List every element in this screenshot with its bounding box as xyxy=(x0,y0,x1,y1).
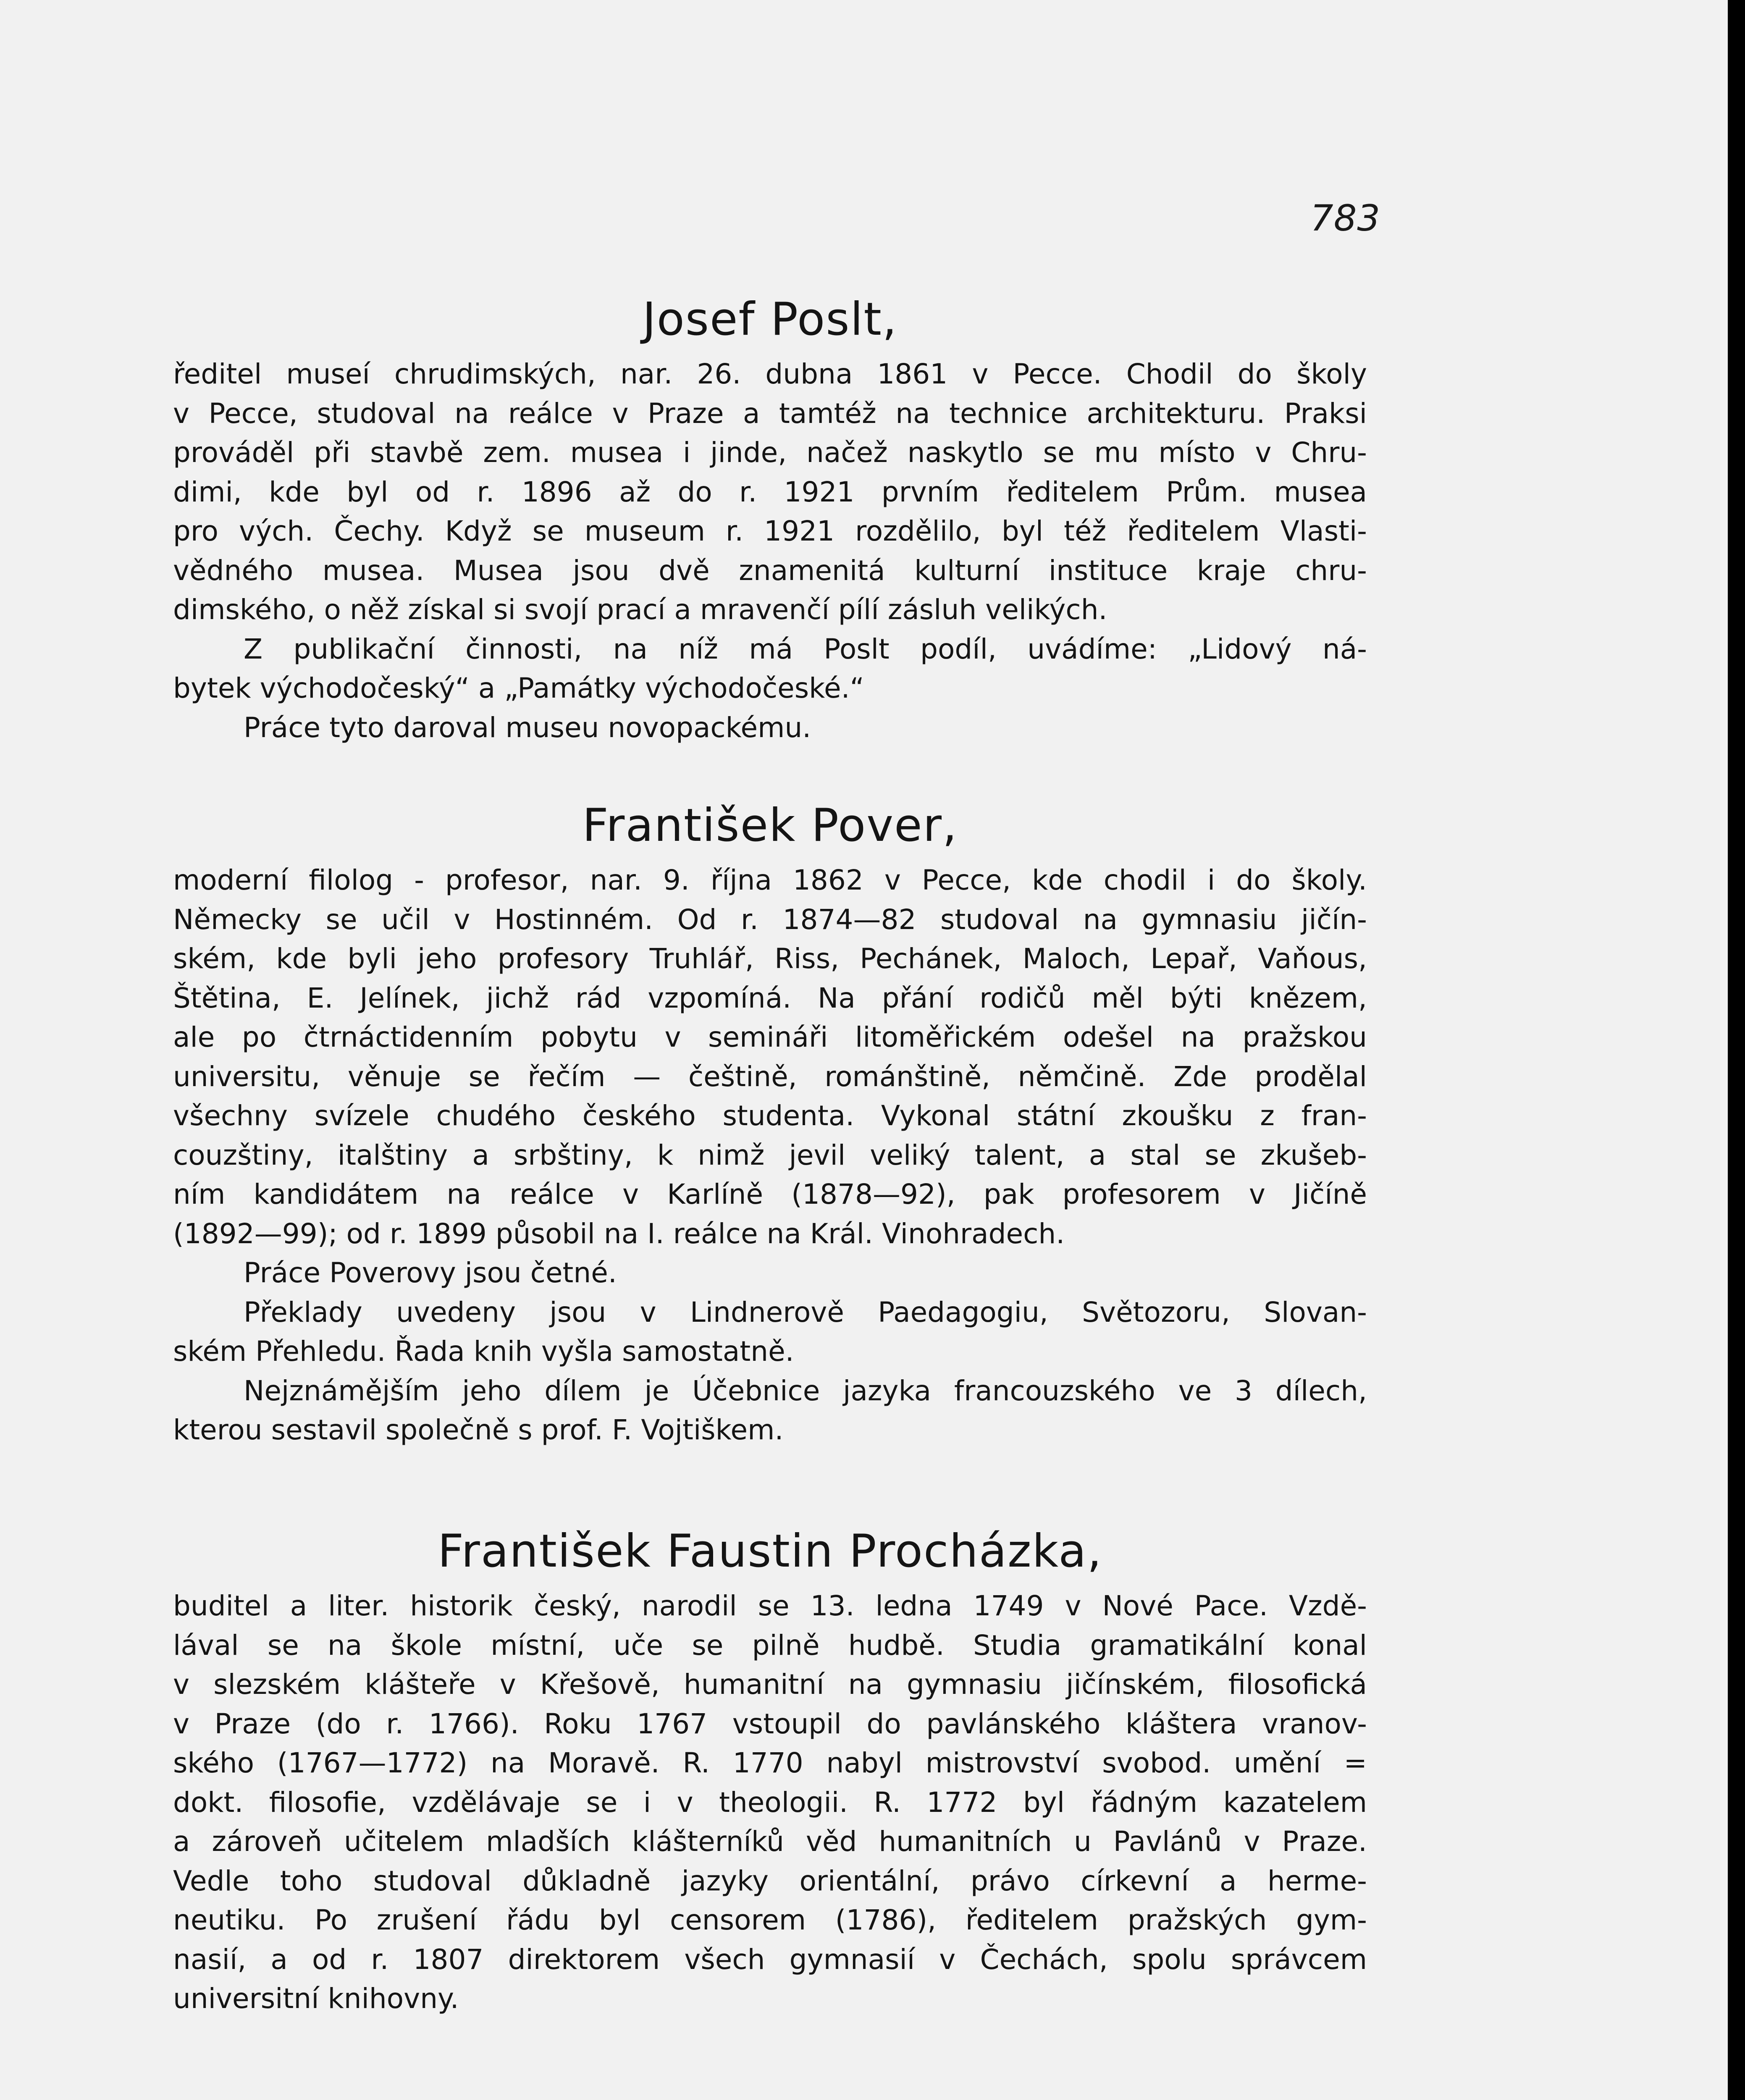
text-line: ředitel museí chrudimských, nar. 26. dubna 1861 v Pecce. Chodil do školy xyxy=(173,358,1367,390)
text-line: neutiku. Po zrušení řádu byl censorem (1786), ředitelem pražských gym- xyxy=(173,1904,1367,1936)
text-line: dimského, o něž získal si svojí prací a mravenčí pílí zásluh velikých. xyxy=(173,593,1107,626)
text-line: lával se na škole místní, uče se pilně hudbě. Studia gramatikální konal xyxy=(173,1629,1367,1662)
text-line: vědného musea. Musea jsou dvě znamenitá kulturní instituce kraje chru- xyxy=(173,554,1367,587)
text-line: universitní knihovny. xyxy=(173,1982,459,2015)
text-line: v Pecce, studoval na reálce v Praze a tamtéž na technice architekturu. Praksi xyxy=(173,397,1367,430)
text-line: v Praze (do r. 1766). Roku 1767 vstoupil do pavlánského kláštera vranov- xyxy=(173,1707,1367,1740)
text-line: prováděl při stavbě zem. musea i jinde, načež naskytlo se mu místo v Chru- xyxy=(173,436,1367,469)
text-line: Z publikační činnosti, na níž má Poslt podíl, uvádíme: „Lidový ná- xyxy=(244,633,1367,665)
text-line: všechny svízele chudého českého studenta. Vykonal státní zkoušku z fran- xyxy=(173,1100,1367,1132)
text-line: buditel a liter. historik český, narodil se 13. ledna 1749 v Nové Pace. Vzdě- xyxy=(173,1590,1367,1622)
text-line: Štětina, E. Jelínek, jichž rád vzpomíná. Na přání rodičů měl býti knězem, xyxy=(173,982,1367,1014)
text-line: ském Přehledu. Řada knih vyšla samostatně. xyxy=(173,1335,794,1368)
text-line: Překlady uvedeny jsou v Lindnerově Paedagogiu, Světozoru, Slovan- xyxy=(244,1296,1367,1328)
text-line: ním kandidátem na reálce v Karlíně (1878—92), pak profesorem v Jičíně xyxy=(173,1178,1367,1210)
entry-frantisek-pover xyxy=(173,798,1367,1450)
text-line: bytek východočeský“ a „Památky východočeské.“ xyxy=(173,672,864,704)
entry-heading: František Faustin Procházka, xyxy=(438,1525,1102,1578)
text-line: nasií, a od r. 1807 direktorem všech gymnasií v Čechách, spolu správcem xyxy=(173,1943,1367,1976)
text-line: dimi, kde byl od r. 1896 až do r. 1921 prvním ředitelem Prům. musea xyxy=(173,475,1367,508)
text-line: universitu, věnuje se řečím — češtině, románštině, němčině. Zde prodělal xyxy=(173,1060,1367,1093)
text-line: Německy se učil v Hostinném. Od r. 1874—82 studoval na gymnasiu jičín- xyxy=(173,903,1367,936)
text-line: a zároveň učitelem mladších klášterníků věd humanitních u Pavlánů v Praze. xyxy=(173,1825,1367,1858)
text-line: (1892—99); od r. 1899 působil na I. reálce na Král. Vinohradech. xyxy=(173,1217,1065,1250)
text-line: v slezském klášteře v Křešově, humanitní na gymnasiu jičínském, filosofická xyxy=(173,1668,1367,1701)
scan-edge xyxy=(1728,0,1745,2100)
text-line: ale po čtrnáctidenním pobytu v semináři litoměřickém odešel na pražskou xyxy=(173,1021,1367,1053)
text-line: pro vých. Čechy. Když se museum r. 1921 rozdělilo, byl též ředitelem Vlasti- xyxy=(173,515,1367,547)
text-line: ském, kde byli jeho profesory Truhlář, Riss, Pechánek, Maloch, Lepař, Vaňous, xyxy=(173,942,1367,975)
text-line: Vedle toho studoval důkladně jazyky orientální, právo církevní a herme- xyxy=(173,1864,1367,1897)
text-line: kterou sestavil společně s prof. F. Vojtiškem. xyxy=(173,1414,784,1446)
text-line: moderní filolog - profesor, nar. 9. října 1862 v Pecce, kde chodil i do školy. xyxy=(173,864,1367,896)
text-line: Práce Poverovy jsou četné. xyxy=(244,1257,617,1289)
text-line: couzštiny, italštiny a srbštiny, k nimž jevil veliký talent, a stal se zkušeb- xyxy=(173,1139,1367,1171)
entry-josef-poslt xyxy=(173,292,1367,747)
entry-heading: Josef Poslt, xyxy=(642,293,898,346)
text-line: dokt. filosofie, vzdělávaje se i v theologii. R. 1772 byl řádným kazatelem xyxy=(173,1786,1367,1819)
page-number: 783 xyxy=(1310,197,1381,239)
text-line: Nejznámějším jeho dílem je Účebnice jazyka francouzského ve 3 dílech, xyxy=(244,1374,1367,1407)
text-line: ského (1767—1772) na Moravě. R. 1770 nabyl mistrovství svobod. umění = xyxy=(173,1747,1367,1779)
text-line: Práce tyto daroval museu novopackému. xyxy=(244,711,811,744)
entry-heading: František Pover, xyxy=(582,799,958,852)
entry-frantisek-faustin-prochazka xyxy=(173,1524,1367,2019)
